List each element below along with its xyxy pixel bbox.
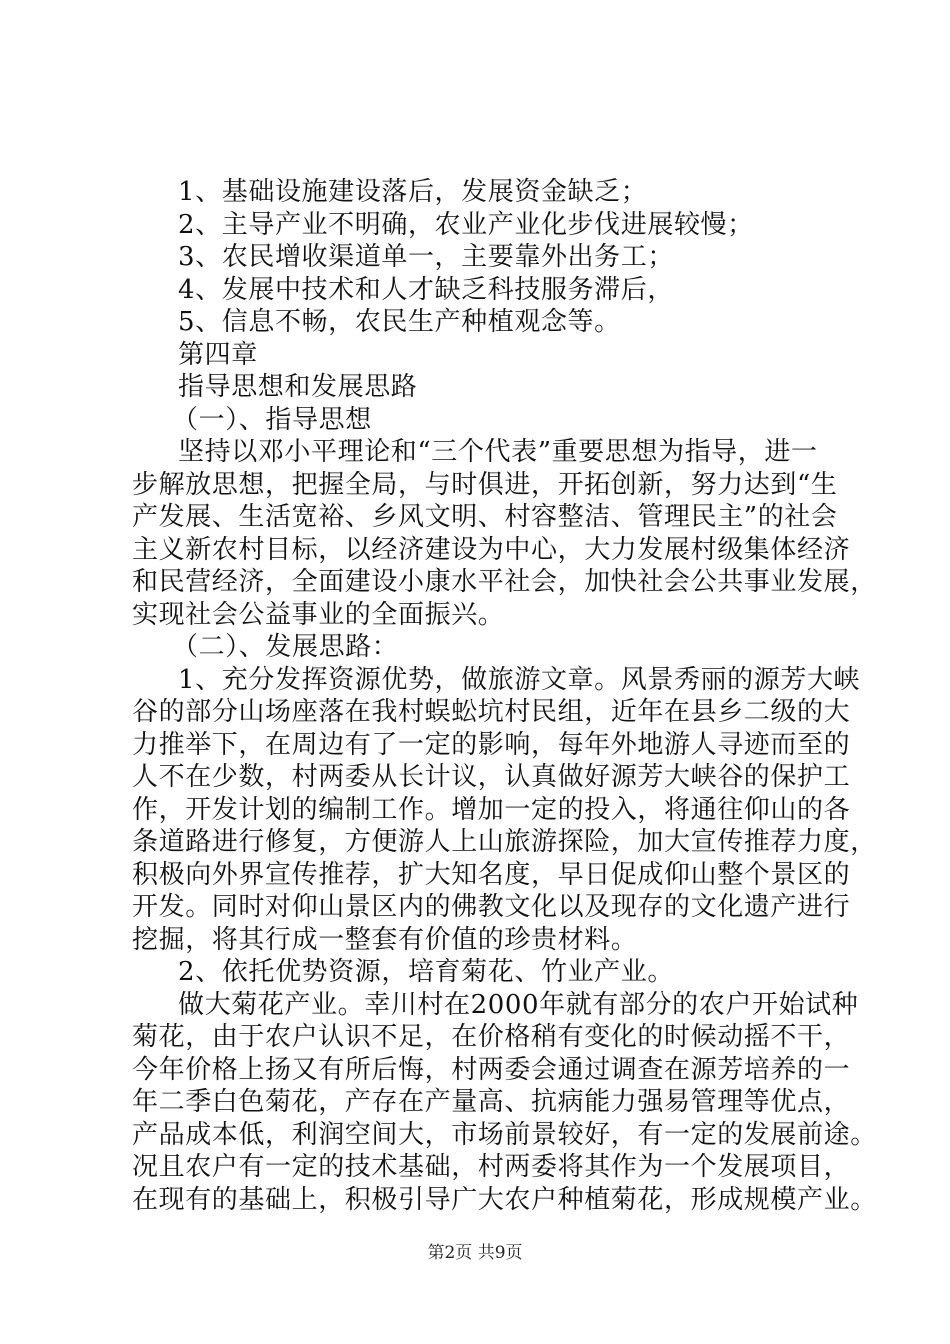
paragraph-line: 做大菊花产业。幸川村在2000年就有部分的农户开始试种 bbox=[178, 989, 859, 1020]
paragraph-line: 菊花，由于农户认识不足，在价格稍有变化的时候动摇不干， bbox=[132, 1022, 851, 1052]
chapter-title: 指导思想和发展思路 bbox=[178, 372, 418, 402]
list-item-2: 2、主导产业不明确，农业产业化步伐进展较慢； bbox=[178, 209, 754, 240]
paragraph-line: 谷的部分山场座落在我村蜈蚣坑村民组，近年在县乡二级的大 bbox=[132, 697, 851, 727]
paragraph-line: 产发展、生活宽裕、乡风文明、村容整洁、管理民主”的社会 bbox=[132, 502, 838, 532]
paragraph-line: 人不在少数，村两委从长计议，认真做好源芳大峡谷的保护工 bbox=[132, 762, 851, 792]
list-item-1: 1、基础设施建设落后，发展资金缺乏； bbox=[178, 177, 648, 207]
document-body bbox=[132, 176, 877, 1216]
section-heading-guiding: （一）、指导思想 bbox=[172, 404, 372, 435]
paragraph-line: 作，开发计划的编制工作。增加一定的投入，将通往仰山的各 bbox=[132, 794, 851, 825]
paragraph-line: 积极向外界宣传推荐，扩大知名度，早日促成仰山整个景区的 bbox=[132, 859, 851, 890]
paragraph-line: 1、充分发挥资源优势，做旅游文章。风景秀丽的源芳大峡 bbox=[178, 664, 861, 695]
paragraph-line: 今年价格上扬又有所后悔，村两委会通过调查在源芳培养的一 bbox=[132, 1054, 851, 1085]
paragraph-line: 主义新农村目标，以经济建设为中心，大力发展村级集体经济 bbox=[132, 534, 851, 565]
paragraph-line: 在现有的基础上，积极引导广大农户种植菊花，形成规模产业。 bbox=[132, 1184, 877, 1215]
paragraph-line: 实现社会公益事业的全面振兴。 bbox=[132, 599, 505, 630]
chapter-heading: 第四章 bbox=[178, 339, 258, 370]
paragraph-line: 产品成本低，利润空间大，市场前景较好，有一定的发展前途。 bbox=[132, 1119, 877, 1150]
paragraph-line: 开发。同时对仰山景区内的佛教文化以及现存的文化遗产进行 bbox=[132, 892, 851, 922]
list-item-5: 5、信息不畅，农民生产种植观念等。 bbox=[178, 307, 621, 337]
paragraph-line: 步解放思想，把握全局，与时俱进，开拓创新，努力达到“生 bbox=[132, 469, 838, 500]
paragraph-line: 年二季白色菊花，产存在产量高、抗病能力强易管理等优点， bbox=[132, 1087, 851, 1117]
paragraph-line: 和民营经济，全面建设小康水平社会，加快社会公共事业发展， bbox=[132, 567, 877, 597]
paragraph-line: 挖掘，将其行成一整套有价值的珍贵材料。 bbox=[132, 924, 638, 955]
paragraph-line: 坚持以邓小平理论和“三个代表”重要思想为指导，进一 bbox=[178, 437, 818, 467]
paragraph-line: 2、依托优势资源，培育菊花、竹业产业。 bbox=[178, 957, 674, 987]
paragraph-line: 条道路进行修复，方便游人上山旅游探险，加大宣传推荐力度， bbox=[132, 827, 877, 857]
list-item-4: 4、发展中技术和人才缺乏科技服务滞后， bbox=[178, 274, 674, 305]
list-item-3: 3、农民增收渠道单一，主要靠外出务工； bbox=[178, 242, 674, 272]
page-number-footer: 第2页 共9页 bbox=[427, 1243, 523, 1263]
paragraph-line: 力推举下，在周边有了一定的影响，每年外地游人寻迹而至的 bbox=[132, 729, 851, 760]
paragraph-line: 况且农户有一定的技术基础，村两委将其作为一个发展项目， bbox=[132, 1152, 851, 1182]
section-heading-development: （二）、发展思路： bbox=[172, 632, 399, 662]
